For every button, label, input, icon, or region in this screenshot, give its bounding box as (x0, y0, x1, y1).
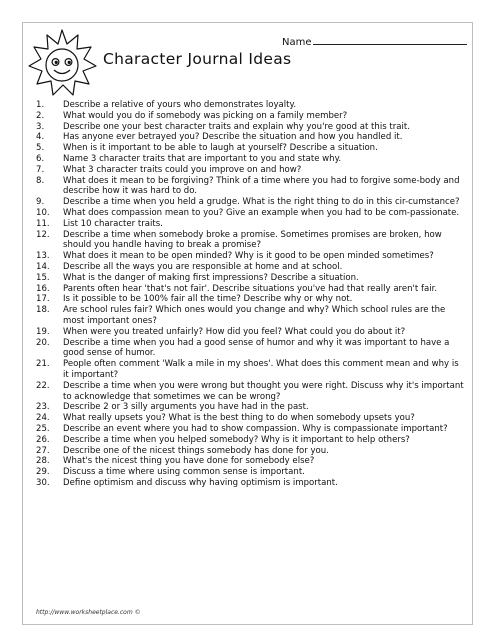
list-item (36, 456, 466, 467)
list-item (36, 111, 466, 122)
item-text: Describe a relative of yours who demonstrates loyalty. (63, 100, 297, 110)
item-number: 8. (36, 175, 45, 186)
item-text: Describe a time when you were wrong but thought you were right. Discuss why it's important to acknowledge that sometimes we can be wrong? (63, 380, 464, 402)
item-number: 12. (36, 229, 50, 240)
name-label: Name (282, 37, 312, 48)
journal-ideas-list (36, 100, 466, 489)
item-text: Has anyone ever betrayed you? Describe the situation and how you handled it. (63, 132, 403, 143)
list-item (36, 251, 466, 262)
item-number: 26. (36, 434, 50, 445)
item-text: What does it mean to be forgiving? Think of a time where you had to forgive some-body and describe how it was hard to do. (63, 175, 460, 197)
item-text: Describe 2 or 3 silly arguments you have had in the past. (63, 402, 309, 413)
item-number: 4. (36, 132, 45, 143)
item-number: 18. (36, 305, 50, 316)
list-item (36, 467, 466, 478)
list-item (36, 435, 466, 446)
item-text: People often comment 'Walk a mile in my shoes'. What does this comment mean and why is it important? (63, 359, 459, 380)
item-text: Are school rules fair? Which ones would you change and why? Which school rules are the most important ones? (63, 305, 446, 326)
item-number: 3. (36, 121, 45, 132)
item-number: 23. (36, 402, 50, 413)
list-item (36, 219, 466, 230)
item-text: What's the nicest thing you have done for somebody else? (63, 456, 315, 467)
item-text: What does it mean to be open minded? Why is it good to be open minded sometimes? (63, 251, 434, 262)
item-number: 9. (36, 197, 45, 208)
list-item (36, 359, 466, 381)
item-number: 2. (36, 110, 45, 121)
item-number: 25. (36, 423, 50, 434)
item-number: 1. (36, 100, 45, 110)
list-item (36, 478, 466, 489)
item-text: What is the danger of making first impressions? Describe a situation. (63, 272, 359, 283)
list-item (36, 402, 466, 413)
list-item (36, 143, 466, 154)
list-item (36, 208, 466, 219)
item-number: 29. (36, 467, 50, 478)
item-text: When were you treated unfairly? How did you feel? What could you do about it? (63, 326, 406, 337)
item-number: 13. (36, 251, 50, 262)
list-item (36, 273, 466, 284)
item-text: What does compassion mean to you? Give an example when you had to be com-passionate. (63, 207, 460, 218)
item-text: When is it important to be able to laugh at yourself? Describe a situation. (63, 143, 378, 154)
item-number: 14. (36, 261, 50, 272)
item-number: 27. (36, 445, 50, 456)
list-item (36, 197, 466, 208)
item-number: 19. (36, 326, 50, 337)
list-item (36, 305, 466, 327)
list-item (36, 230, 466, 252)
name-field (282, 35, 467, 48)
item-text: Describe one your best character traits and explain why you're good at this trait. (63, 121, 410, 132)
item-text: Name 3 character traits that are important to you and state why. (63, 153, 342, 164)
item-text: Discuss a time where using common sense is important. (63, 467, 305, 478)
item-number: 24. (36, 413, 50, 424)
item-number: 17. (36, 294, 50, 305)
list-item (36, 262, 466, 273)
item-text: Describe a time when you helped somebody? Why is it important to help others? (63, 434, 410, 445)
item-number: 5. (36, 143, 45, 154)
item-number: 6. (36, 153, 45, 164)
list-item (36, 284, 466, 295)
list-item (36, 381, 466, 403)
item-text: Describe a time when somebody broke a promise. Sometimes promises are broken, how should you handle having to break a promise? (63, 229, 442, 251)
list-item (36, 424, 466, 435)
item-text: Describe all the ways you are responsible at home and at school. (63, 261, 343, 272)
item-number: 20. (36, 337, 50, 348)
list-item (36, 338, 466, 360)
item-text: What would you do if somebody was picking on a family member? (63, 110, 348, 121)
list-item (36, 132, 466, 143)
list-item (36, 294, 466, 305)
list-item (36, 413, 466, 424)
item-number: 10. (36, 207, 50, 218)
list-item (36, 327, 466, 338)
item-text: Define optimism and discuss why having optimism is important. (63, 477, 338, 488)
item-number: 30. (36, 477, 50, 488)
item-number: 28. (36, 456, 50, 467)
list-item (36, 122, 466, 133)
sun-face-icon (26, 27, 98, 99)
list-item (36, 154, 466, 165)
item-text: Is it possible to be 100% fair all the time? Describe why or why not. (63, 294, 353, 305)
name-blank-line (313, 35, 467, 45)
item-text: List 10 character traits. (63, 218, 163, 229)
item-number: 21. (36, 359, 50, 370)
list-item (36, 176, 466, 198)
item-number: 22. (36, 380, 50, 391)
item-text: What 3 character traits could you improve on and how? (63, 164, 302, 175)
footer-url: http://www.worksheetplace.com © (36, 609, 141, 616)
item-text: Describe an event where you had to show compassion. Why is compassionate important? (63, 423, 448, 434)
item-text: Describe a time when you had a good sense of humor and why it was important to have a good sense of humor. (63, 337, 450, 359)
item-number: 11. (36, 218, 50, 229)
item-text: Parents often hear 'that's not fair'. Describe situations you've had that really aren't fair. (63, 283, 438, 294)
list-item (36, 446, 466, 457)
page-title: Character Journal Ideas (103, 50, 292, 68)
list-item (36, 165, 466, 176)
item-text: Describe one of the nicest things somebody has done for you. (63, 445, 329, 456)
item-number: 16. (36, 283, 50, 294)
list-item (36, 100, 466, 111)
item-text: What really upsets you? What is the best thing to do when somebody upsets you? (63, 413, 415, 424)
item-number: 7. (36, 164, 45, 175)
item-number: 15. (36, 272, 50, 283)
item-text: Describe a time when you held a grudge. What is the right thing to do in this cir-cumstance? (63, 197, 460, 208)
